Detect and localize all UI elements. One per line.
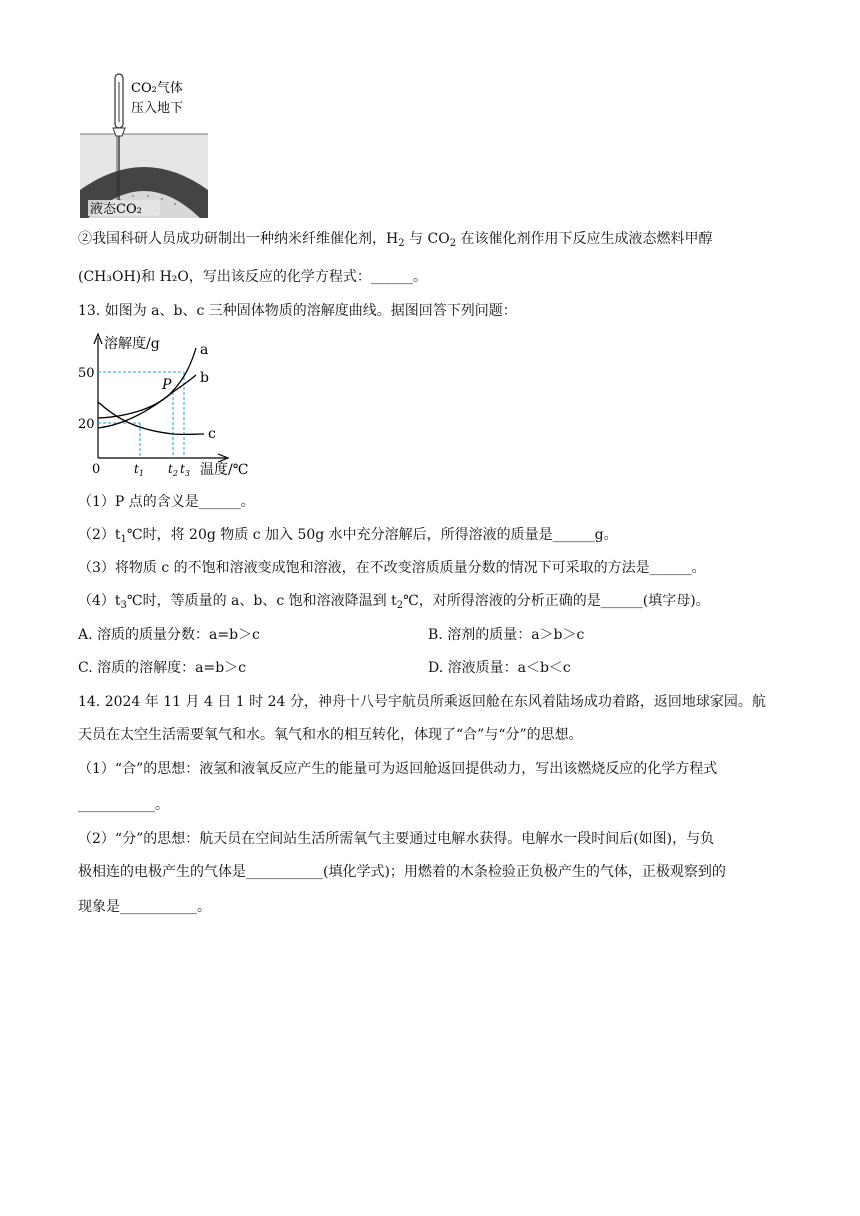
graph-label-a: a xyxy=(200,342,209,358)
graph-label-c: c xyxy=(208,426,216,442)
q13-p4-sub1: 3 xyxy=(120,600,127,611)
q13-part1: （1）P 点的含义是______。 xyxy=(78,494,255,510)
co2-injection-figure xyxy=(78,72,210,218)
graph-label-b: b xyxy=(200,370,209,386)
curve-b xyxy=(98,375,196,428)
graph-t1: $t_1$ xyxy=(134,462,144,478)
q12-2-text-c: 与 CO xyxy=(404,231,450,247)
graph-label-p: P xyxy=(162,377,172,393)
q14-line2: 天员在太空生活需要氧气和水。氧气和水的相互转化，体现了“合”与“分”的思想。 xyxy=(78,727,583,743)
q12-2-sub-2: 2 xyxy=(449,238,457,249)
q13-part2 xyxy=(78,524,618,546)
q13-p4-c: ℃时，等质量的 a、b、c 饱和溶液降温到 t xyxy=(126,593,397,609)
graph-xlabel: 温度/℃ xyxy=(200,462,249,478)
q13-option-d: D. 溶液质量：a＜b＜c xyxy=(428,660,571,676)
co2-label-bottom: 液态CO₂ xyxy=(90,202,142,217)
q13-p4-sub2: 2 xyxy=(396,600,404,611)
q13-option-b: B. 溶剂的质量：a＞b＞c xyxy=(428,627,585,643)
q14-line4: ___________。 xyxy=(78,797,169,813)
q12-2-line1 xyxy=(78,228,713,250)
q14-line5: （2）“分”的思想：航天员在空间站生活所需氧气主要通过电解水获得。电解水一段时间后(如图)，与负 xyxy=(78,831,715,847)
graph-ylabel: 溶解度/g xyxy=(104,336,160,352)
q14-line6: 极相连的电极产生的气体是___________(填化学式)；用燃着的木条检验正负极产生的气体，正极观察到的 xyxy=(78,864,726,880)
q12-2-sub-1: 2 xyxy=(398,238,405,249)
q13-p4-e: ℃，对所得溶液的分析正确的是______(填字母)。 xyxy=(403,593,710,609)
q13-part3: （3）将物质 c 的不饱和溶液变成饱和溶液，在不改变溶质质量分数的情况下可采取的方法是______。 xyxy=(78,560,706,576)
q12-2-text-e: 在该催化剂作用下反应生成液态燃料甲醇 xyxy=(456,231,713,247)
q13-p2-a: （2）t xyxy=(78,527,121,543)
q12-2-text-a: ②我国科研人员成功研制出一种纳米纤维催化剂，H xyxy=(78,231,399,247)
graph-t3: $t_3$ xyxy=(180,462,190,478)
q13-option-c: C. 溶质的溶解度：a=b＞c xyxy=(78,660,246,676)
co2-label-top-2: 压入地下 xyxy=(131,101,184,116)
q13-p4-a: （4）t xyxy=(78,593,121,609)
q12-2-line2: (CH₃OH)和 H₂O，写出该反应的化学方程式：______。 xyxy=(78,269,427,285)
q14-line7: 现象是___________。 xyxy=(78,899,211,915)
q13-stem: 13. 如图为 a、b、c 三种固体物质的溶解度曲线。据图回答下列问题： xyxy=(78,303,517,319)
graph-y20: 20 xyxy=(78,417,95,432)
graph-y50: 50 xyxy=(78,366,95,381)
q13-p2-sub: 1 xyxy=(120,534,127,545)
curve-a xyxy=(98,348,196,418)
q14-line3: （1）“合”的思想：液氢和液氧反应产生的能量可为返回舱返回提供动力，写出该燃烧反应的化学方程式 xyxy=(78,761,718,777)
graph-t2: $t_2$ xyxy=(168,462,178,478)
co2-label-top-1: CO₂气体 xyxy=(131,81,183,96)
q13-option-a: A. 溶质的质量分数：a=b＞c xyxy=(78,627,260,643)
solubility-graph xyxy=(78,330,268,478)
q13-p2-c: ℃时，将 20g 物质 c 加入 50g 水中充分溶解后，所得溶液的质量是______g。 xyxy=(126,527,618,543)
q14-line1: 14. 2024 年 11 月 4 日 1 时 24 分，神舟十八号宇航员所乘返回舱在东风着陆场成功着路，返回地球家园。航 xyxy=(78,694,766,710)
q13-part4 xyxy=(78,590,710,612)
graph-origin: 0 xyxy=(92,462,101,477)
